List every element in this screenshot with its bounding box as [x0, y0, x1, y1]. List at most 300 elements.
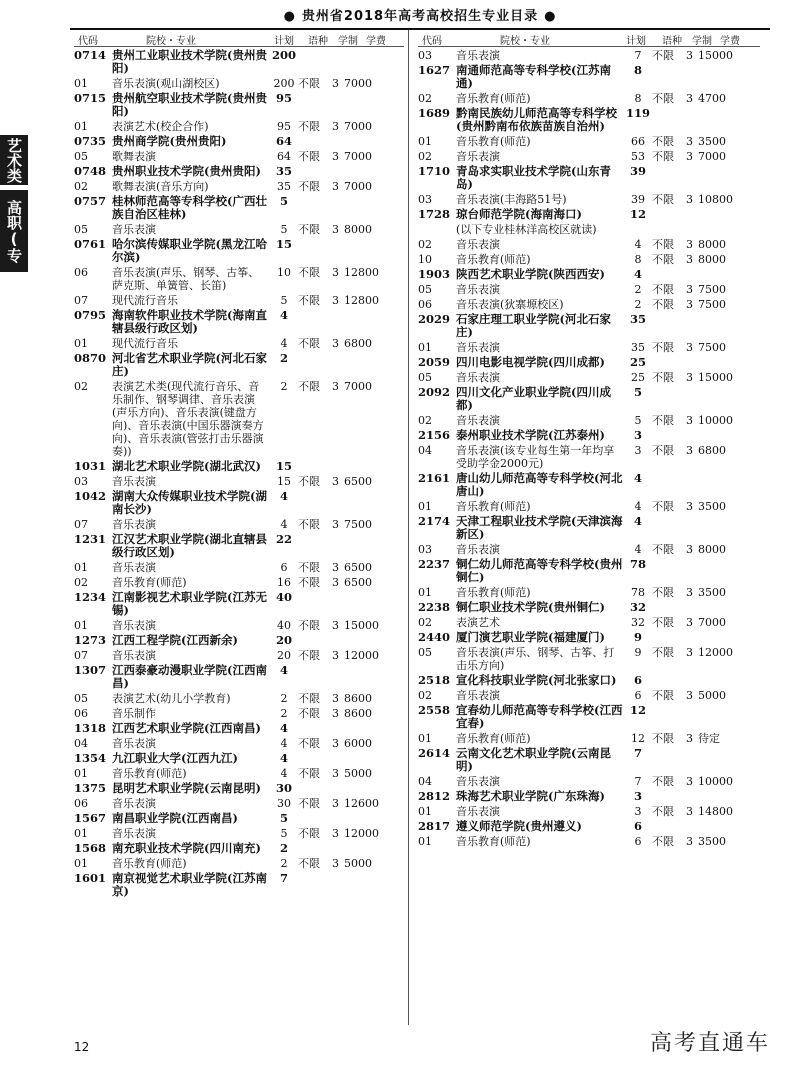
row-fee	[344, 722, 404, 735]
row-plan: 35	[631, 341, 645, 354]
row-fee	[344, 752, 404, 765]
row-name: 音乐表演	[456, 543, 500, 556]
row-fee: 3500	[698, 500, 726, 513]
major-row	[418, 148, 760, 163]
row-name: 音乐表演	[112, 561, 156, 574]
row-years: 3	[686, 805, 693, 818]
major-row	[418, 281, 760, 296]
major-row	[74, 264, 404, 292]
row-fee: 6500	[344, 475, 372, 488]
row-plan: 4	[633, 267, 642, 281]
row-fee: 7000	[344, 77, 372, 90]
row-plan: 53	[631, 150, 645, 163]
row-name: 泰州职业技术学院(江苏泰州)	[456, 428, 605, 442]
row-years	[686, 747, 698, 773]
row-name: 音乐表演(狄寨塬校区)	[456, 298, 564, 311]
row-name: 表演艺术类(现代流行音乐、音乐制作、钢琴调律、音乐表演(声乐方向)、音乐表演(键盘方向)、音乐表演(中国乐器演奏方向)、音乐表演(管弦打击乐器演奏))	[112, 380, 264, 458]
school-row	[74, 193, 404, 221]
row-fee: 8000	[698, 253, 726, 266]
row-code: 2059	[418, 355, 451, 369]
row-plan: 6	[633, 819, 642, 833]
row-lang	[298, 664, 332, 690]
row-code: 02	[418, 689, 432, 702]
row-plan: 4	[279, 489, 288, 503]
row-code	[418, 223, 456, 236]
major-row	[418, 644, 760, 672]
row-code: 02	[418, 238, 432, 251]
row-name: 音乐表演	[112, 518, 156, 531]
row-years: 3	[686, 371, 693, 384]
row-name: 琼台师范学院(海南海口)	[456, 207, 582, 221]
row-plan: 4	[633, 471, 642, 485]
row-plan: 66	[631, 135, 645, 148]
school-row	[418, 556, 760, 584]
row-years: 3	[332, 120, 339, 133]
row-lang: 不限	[298, 180, 320, 193]
row-lang	[652, 601, 686, 614]
row-lang: 不限	[652, 150, 674, 163]
row-code: 2161	[418, 471, 451, 485]
row-code: 05	[74, 223, 88, 236]
row-fee: 15000	[698, 49, 733, 62]
page-header	[70, 6, 770, 30]
row-fee: 12800	[344, 266, 379, 279]
row-lang	[298, 533, 332, 559]
row-name: 音乐表演	[112, 827, 156, 840]
row-code: 03	[74, 475, 88, 488]
row-years: 3	[332, 619, 339, 632]
row-years: 3	[686, 283, 693, 296]
row-name: 南充职业技术学院(四川南充)	[112, 841, 261, 855]
row-fee: 12600	[344, 797, 379, 810]
row-fee: 12000	[698, 646, 733, 659]
row-plan: 30	[277, 797, 291, 810]
row-code: 2518	[418, 673, 451, 687]
row-name: 音乐表演(声乐、钢琴、古筝、萨克斯、单簧管、长笛)	[112, 266, 260, 292]
row-years: 3	[686, 193, 693, 206]
school-row	[418, 629, 760, 644]
row-years: 3	[332, 77, 339, 90]
row-name: 音乐表演	[456, 341, 500, 354]
row-name: 音乐表演(观山湖校区)	[112, 77, 220, 90]
major-row	[74, 705, 404, 720]
row-plan: 39	[629, 164, 646, 178]
row-fee	[698, 631, 760, 644]
row-plan: 2	[634, 283, 642, 296]
major-row	[74, 855, 404, 870]
row-plan: 8	[634, 92, 642, 105]
row-fee	[344, 135, 404, 148]
row-code: 02	[418, 150, 432, 163]
row-lang	[652, 790, 686, 803]
row-lang	[298, 634, 332, 647]
school-row	[74, 720, 404, 735]
row-code: 02	[418, 414, 432, 427]
row-fee: 待定	[698, 732, 720, 745]
row-code: 2237	[418, 557, 451, 571]
row-plan: 32	[631, 616, 645, 629]
row-lang	[652, 64, 686, 90]
row-lang: 不限	[298, 266, 320, 279]
row-years	[686, 64, 698, 90]
row-years: 3	[686, 732, 693, 745]
row-lang	[652, 165, 686, 191]
row-lang	[652, 268, 686, 281]
row-name: 九江职业大学(江西九江)	[112, 751, 238, 765]
row-code: 03	[418, 543, 432, 556]
row-plan	[624, 223, 652, 236]
row-code: 2238	[418, 600, 451, 614]
header-fee: 学费	[720, 36, 740, 47]
row-lang	[652, 208, 686, 221]
row-fee	[344, 195, 404, 221]
school-row	[418, 62, 760, 90]
row-fee: 12000	[344, 649, 379, 662]
school-row	[74, 133, 404, 148]
row-lang: 不限	[298, 707, 320, 720]
row-name: 音乐表演(声乐、钢琴、古筝、打击乐方向)	[456, 646, 615, 672]
row-years	[686, 515, 698, 541]
row-code: 02	[74, 180, 88, 193]
row-name: 音乐表演	[456, 805, 500, 818]
row-fee	[344, 842, 404, 855]
left-table-body	[74, 47, 404, 898]
row-fee: 3500	[698, 135, 726, 148]
row-code: 1031	[74, 459, 107, 473]
row-plan: 5	[280, 223, 288, 236]
row-fee: 5000	[344, 767, 372, 780]
row-years: 3	[686, 238, 693, 251]
school-row	[74, 589, 404, 617]
school-row	[74, 750, 404, 765]
row-lang	[652, 515, 686, 541]
major-row	[418, 498, 760, 513]
row-name: 歌舞表演(音乐方向)	[112, 180, 209, 193]
row-plan: 5	[280, 827, 288, 840]
row-fee	[698, 268, 760, 281]
row-code: 07	[74, 518, 88, 531]
row-name: 音乐表演	[456, 775, 500, 788]
row-fee: 6800	[698, 444, 726, 457]
row-name: 音乐表演	[456, 414, 500, 427]
row-code: 01	[418, 732, 432, 745]
row-lang: 不限	[652, 732, 674, 745]
row-lang: 不限	[298, 150, 320, 163]
row-code: 2614	[418, 746, 451, 760]
row-fee	[698, 356, 760, 369]
row-lang	[298, 490, 332, 516]
row-fee: 6800	[344, 337, 372, 350]
row-fee	[698, 107, 760, 133]
school-row	[74, 90, 404, 118]
row-code: 01	[74, 561, 88, 574]
row-fee	[344, 460, 404, 473]
row-years: 3	[332, 294, 339, 307]
row-fee	[344, 165, 404, 178]
row-years: 3	[686, 414, 693, 427]
row-years	[332, 591, 344, 617]
column-header	[418, 30, 760, 47]
row-years	[686, 429, 698, 442]
school-row	[418, 818, 760, 833]
row-fee	[344, 634, 404, 647]
major-row	[74, 690, 404, 705]
row-plan: 9	[633, 630, 642, 644]
row-plan: 15	[275, 237, 292, 251]
row-code: 03	[418, 49, 432, 62]
row-years: 3	[686, 298, 693, 311]
row-code: 2817	[418, 819, 451, 833]
row-lang: 不限	[298, 518, 320, 531]
row-plan: 2	[280, 692, 288, 705]
row-name: 厦门演艺职业学院(福建厦门)	[456, 630, 605, 644]
page-title: 贵州省2018年高考高校招生专业目录	[301, 9, 539, 24]
row-name: 音乐表演	[112, 797, 156, 810]
row-years: 3	[332, 797, 339, 810]
row-name: 音乐表演	[112, 475, 156, 488]
row-plan: 16	[277, 576, 291, 589]
row-plan: 7	[634, 49, 642, 62]
row-years: 3	[686, 135, 693, 148]
row-years: 3	[332, 266, 339, 279]
row-fee: 6000	[344, 737, 372, 750]
row-code: 1231	[74, 532, 107, 546]
row-code: 1375	[74, 781, 107, 795]
row-code: 1234	[74, 590, 107, 604]
row-lang	[652, 820, 686, 833]
row-plan: 3	[634, 444, 642, 457]
row-plan: 6	[634, 689, 642, 702]
row-years: 3	[686, 253, 693, 266]
row-plan: 95	[277, 120, 291, 133]
row-fee	[344, 872, 404, 898]
row-code: 1567	[74, 811, 107, 825]
major-row	[74, 118, 404, 133]
school-row	[74, 840, 404, 855]
header-lang: 语种	[308, 36, 328, 47]
row-name: 现代流行音乐	[112, 294, 178, 307]
row-lang	[298, 722, 332, 735]
row-lang	[298, 309, 332, 335]
row-lang: 不限	[652, 135, 674, 148]
row-plan: 12	[629, 703, 646, 717]
row-years	[332, 490, 344, 516]
row-lang	[652, 107, 686, 133]
major-row	[74, 516, 404, 531]
row-years: 3	[686, 444, 693, 457]
row-code: 0748	[74, 164, 107, 178]
row-lang: 不限	[652, 586, 674, 599]
row-plan: 4	[634, 500, 642, 513]
school-row	[74, 350, 404, 378]
row-code: 1307	[74, 663, 107, 677]
row-plan: 7	[279, 871, 288, 885]
row-code: 01	[418, 500, 432, 513]
row-name: 音乐教育(师范)	[456, 253, 531, 266]
school-row	[74, 810, 404, 825]
row-lang: 不限	[298, 475, 320, 488]
row-lang: 不限	[652, 500, 674, 513]
school-row	[74, 662, 404, 690]
school-row	[74, 458, 404, 473]
row-fee	[698, 64, 760, 90]
row-name: 贵州工业职业技术学院(贵州贵阳)	[112, 48, 267, 75]
row-name: 音乐表演	[456, 150, 500, 163]
row-code: 2174	[418, 514, 451, 528]
row-name: 南昌职业学院(江西南昌)	[112, 811, 238, 825]
row-name: 唐山幼儿师范高等专科学校(河北唐山)	[456, 471, 623, 498]
row-plan: 2	[280, 380, 288, 393]
row-code: 05	[418, 646, 432, 659]
row-code: 05	[418, 371, 432, 384]
row-plan: 35	[275, 164, 292, 178]
row-name: 音乐表演	[456, 238, 500, 251]
row-plan: 20	[277, 649, 291, 662]
row-code: 10	[418, 253, 432, 266]
row-years: 3	[332, 223, 339, 236]
row-lang: 不限	[298, 649, 320, 662]
row-lang: 不限	[298, 380, 320, 393]
row-years	[332, 872, 344, 898]
row-years: 3	[332, 150, 339, 163]
row-lang: 不限	[298, 857, 320, 870]
header-plan: 计划	[626, 36, 646, 47]
row-plan: 10	[277, 266, 291, 279]
school-row	[418, 470, 760, 498]
row-fee: 8000	[698, 238, 726, 251]
row-years	[686, 208, 698, 221]
row-lang	[652, 386, 686, 412]
row-name: 音乐教育(师范)	[112, 767, 187, 780]
row-name: 江汉艺术职业学院(湖北直辖县级行政区划)	[112, 532, 267, 559]
left-column	[74, 30, 404, 898]
row-plan: 2	[279, 351, 288, 365]
row-plan: 3	[633, 789, 642, 803]
school-row	[418, 266, 760, 281]
school-row	[74, 47, 404, 75]
row-plan: 7	[633, 746, 642, 760]
major-row	[418, 541, 760, 556]
row-fee: 7000	[344, 150, 372, 163]
school-row	[418, 163, 760, 191]
major-row	[418, 369, 760, 384]
row-fee	[344, 812, 404, 825]
row-fee: 15000	[344, 619, 379, 632]
major-row	[74, 559, 404, 574]
row-years: 3	[332, 561, 339, 574]
row-years	[332, 238, 344, 264]
row-years: 3	[686, 49, 693, 62]
major-row	[418, 687, 760, 702]
row-code: 1710	[418, 164, 451, 178]
row-code: 01	[74, 767, 88, 780]
row-plan: 4	[634, 543, 642, 556]
row-name: 现代流行音乐	[112, 337, 178, 350]
row-lang	[652, 558, 686, 584]
row-lang: 不限	[652, 444, 674, 457]
row-plan: 64	[277, 150, 291, 163]
row-fee	[698, 820, 760, 833]
row-years	[686, 107, 698, 133]
row-name: 河北省艺术职业学院(河北石家庄)	[112, 351, 267, 378]
row-name: 江西工程学院(江西新余)	[112, 633, 238, 647]
row-lang: 不限	[652, 341, 674, 354]
row-code: 1627	[418, 63, 451, 77]
row-code: 02	[418, 92, 432, 105]
row-name: 音乐教育(师范)	[456, 135, 531, 148]
row-years	[686, 313, 698, 339]
row-years	[686, 268, 698, 281]
row-lang: 不限	[298, 120, 320, 133]
row-years	[332, 664, 344, 690]
row-years: 3	[332, 649, 339, 662]
row-name: 南京视觉艺术职业学院(江苏南京)	[112, 871, 267, 898]
row-fee: 10000	[698, 775, 733, 788]
row-code: 01	[418, 586, 432, 599]
row-name: 音乐表演	[112, 649, 156, 662]
row-years	[686, 820, 698, 833]
row-lang	[652, 429, 686, 442]
row-code: 05	[74, 692, 88, 705]
row-name: 遵义师范学院(贵州遵义)	[456, 819, 582, 833]
row-code: 1568	[74, 841, 107, 855]
school-row	[418, 599, 760, 614]
row-lang: 不限	[298, 619, 320, 632]
major-row	[74, 178, 404, 193]
row-fee: 8000	[344, 223, 372, 236]
row-plan: 6	[633, 673, 642, 687]
row-lang	[298, 49, 332, 75]
row-years: 3	[686, 150, 693, 163]
row-fee	[698, 747, 760, 773]
row-years	[332, 752, 344, 765]
row-lang	[652, 674, 686, 687]
row-name: 珠海艺术职业学院(广东珠海)	[456, 789, 605, 803]
row-years: 3	[686, 835, 693, 848]
school-row	[418, 206, 760, 221]
row-name: 天津工程职业技术学院(天津滨海新区)	[456, 514, 623, 541]
row-name: 音乐教育(师范)	[112, 576, 187, 589]
row-plan: 15	[275, 459, 292, 473]
row-years: 3	[686, 775, 693, 788]
row-code: 0757	[74, 194, 107, 208]
row-code: 01	[74, 619, 88, 632]
row-name: 四川文化产业职业学院(四川成都)	[456, 385, 611, 412]
row-lang: 不限	[652, 543, 674, 556]
row-name: 音乐表演	[456, 689, 500, 702]
row-years	[332, 533, 344, 559]
row-years	[332, 49, 344, 75]
row-years: 3	[686, 92, 693, 105]
row-name: 南通师范高等专科学校(江苏南通)	[456, 63, 611, 90]
major-row	[418, 47, 760, 62]
row-years	[332, 195, 344, 221]
school-row	[74, 780, 404, 795]
column-divider	[408, 30, 409, 1025]
row-code: 2812	[418, 789, 451, 803]
row-fee	[698, 472, 760, 498]
row-code: 01	[74, 337, 88, 350]
row-lang: 不限	[652, 253, 674, 266]
row-lang	[298, 752, 332, 765]
row-plan: 4	[280, 737, 288, 750]
row-years	[332, 309, 344, 335]
row-plan: 25	[631, 371, 645, 384]
row-code: 03	[418, 193, 432, 206]
row-fee: 7500	[344, 518, 372, 531]
row-plan: 20	[275, 633, 292, 647]
row-years	[332, 812, 344, 825]
